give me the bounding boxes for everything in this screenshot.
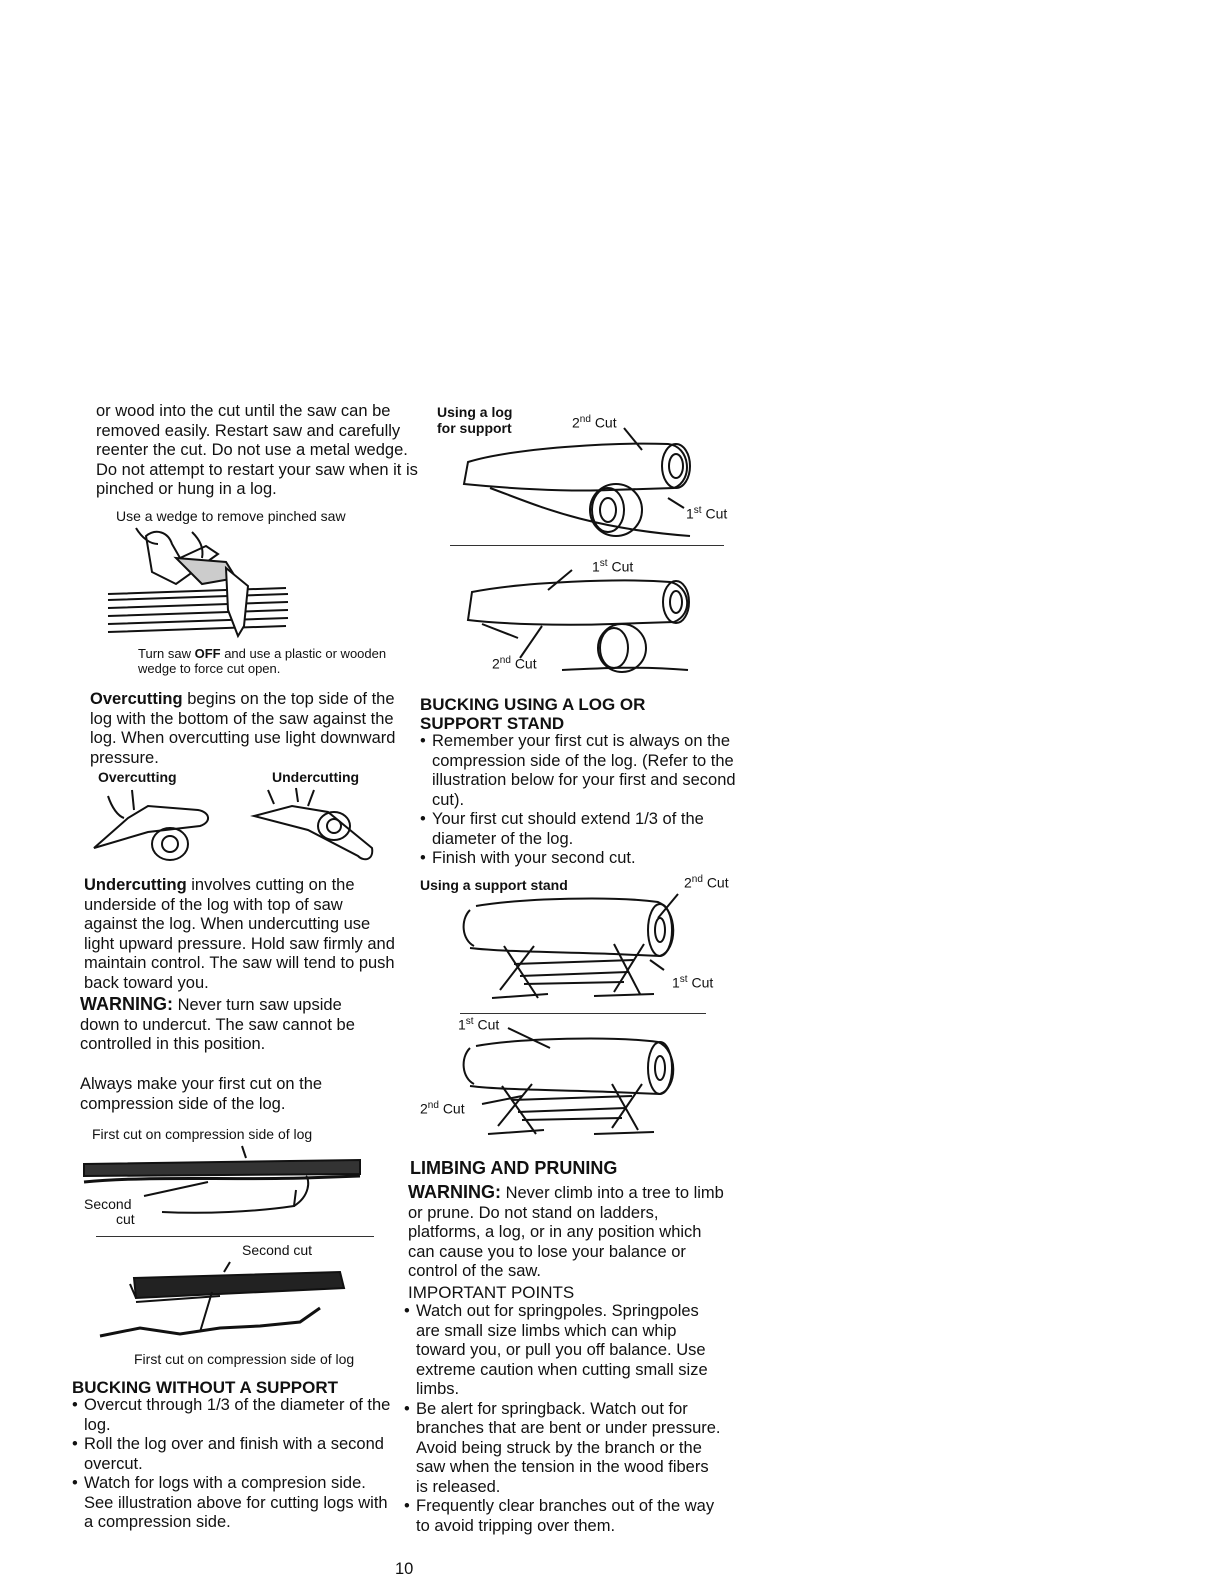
cut-word: Cut	[705, 505, 728, 522]
bucking-log-heading-1: BUCKING USING A LOG OR	[420, 695, 646, 714]
cut-word: Cut	[706, 874, 729, 891]
cut-word: Cut	[514, 655, 537, 672]
cut-number: 2	[492, 655, 500, 672]
cut-number: 1	[592, 558, 600, 575]
list-item: • Frequently clear branches out of the way to avoid tripping over them.	[404, 1497, 724, 1536]
fig1-second-label: Second	[84, 1196, 132, 1212]
fig-overcutting-label: Overcutting	[98, 769, 177, 785]
fig1-caption: First cut on compression side of log	[92, 1126, 313, 1142]
log-figure-2	[100, 1262, 360, 1346]
bucking-log-list	[420, 732, 738, 869]
cut-suffix: nd	[691, 874, 703, 885]
cut-suffix: st	[679, 974, 688, 985]
cut-word: Cut	[611, 558, 634, 575]
cut-word: Cut	[691, 974, 714, 991]
wedge-caption-off: OFF	[194, 646, 221, 661]
important-list	[404, 1302, 724, 1536]
cut-number: 1	[458, 1016, 466, 1033]
log-support-2nd-cut-bottom	[492, 655, 537, 672]
bucking-heading: BUCKING WITHOUT A SUPPORT	[72, 1378, 339, 1397]
important-heading: IMPORTANT POINTS	[408, 1283, 575, 1302]
cut-number: 1	[686, 505, 694, 522]
stand-1st-cut-top	[672, 974, 713, 991]
cut-number: 2	[684, 874, 692, 891]
stand-label: Using a support stand	[420, 877, 568, 893]
right-divider-2	[460, 1013, 706, 1014]
first-cut-paragraph: Always make your first cut on the compression side of the log.	[80, 1075, 323, 1113]
undercutting-term: Undercutting	[84, 876, 187, 894]
warning-label: WARNING:	[80, 994, 173, 1014]
undercutting-text: involves cutting on the underside of the log with top of saw against the log. When undercutting use light upward pressure. Hold saw firmly and maintain control. The saw will tend to push back toward you.	[84, 876, 395, 992]
overcutting-paragraph	[90, 690, 400, 768]
list-item: • Remember your first cut is always on the compression side of the log. (Refer to the illustration below for your first and second cut).	[420, 732, 738, 810]
cut-number: 2	[572, 414, 580, 431]
cut-suffix: nd	[579, 414, 591, 425]
bucking-list	[72, 1396, 392, 1533]
list-item: • Overcut through 1/3 of the diameter of the log.	[72, 1396, 392, 1435]
list-item: • Watch out for springpoles. Springpoles are small size limbs which can whip toward you, or pull you off balance. Use extreme caution when cutting small size limbs.	[404, 1302, 724, 1400]
overcutting-term: Overcutting	[90, 690, 183, 708]
cut-suffix: st	[599, 558, 608, 569]
limbing-warning	[408, 1183, 728, 1282]
stand-2nd-cut-top	[684, 874, 729, 891]
list-item: • Finish with your second cut.	[420, 849, 738, 869]
limbing-warning-text: Never climb into a tree to limb or prune. Do not stand on ladders, platforms, a log, or in any position which can cause you to lose your balance or control of the saw.	[408, 1184, 724, 1280]
list-item: • Watch for logs with a compresion side. See illustration above for cutting logs with a compression side.	[72, 1474, 392, 1533]
list-item: • Roll the log over and finish with a second overcut.	[72, 1435, 392, 1474]
overcutting-text: begins on the top side of the log with the bottom of the saw against the log. When overcutting use light downward pressure.	[90, 690, 396, 767]
cut-word: Cut	[594, 414, 617, 431]
fig2-second-cut-label: Second cut	[242, 1242, 313, 1258]
cut-suffix: st	[693, 505, 702, 516]
page-number: 10	[395, 1560, 414, 1578]
bucking-log-heading	[420, 695, 645, 733]
stand-2nd-cut-bottom	[420, 1100, 465, 1117]
cut-suffix: nd	[499, 655, 511, 666]
cut-number: 2	[420, 1100, 428, 1117]
stand-figure-1	[464, 890, 682, 1006]
limbing-warning-label: WARNING:	[408, 1182, 501, 1202]
cut-word: Cut	[477, 1016, 500, 1033]
left-divider	[96, 1236, 374, 1237]
overcutting-illustration	[88, 788, 216, 864]
right-divider-1	[450, 545, 724, 546]
undercutting-paragraph	[84, 876, 400, 993]
log-support-figure-1	[454, 428, 702, 540]
list-item: • Your first cut should extend 1/3 of the diameter of the log.	[420, 810, 738, 849]
fig-undercutting-label: Undercutting	[272, 769, 360, 785]
log-support-1st-cut-top	[686, 505, 727, 522]
wedge-illustration	[106, 528, 296, 646]
cut-number: 1	[672, 974, 680, 991]
wedge-figure-title: Use a wedge to remove pinched saw	[116, 508, 346, 524]
stand-figure-2	[462, 1026, 682, 1142]
cut-suffix: st	[465, 1016, 474, 1027]
wedge-caption	[138, 646, 400, 676]
log-support-label-2: for support	[437, 420, 512, 436]
wedge-caption-post: and use a plastic or wooden wedge to force cut open.	[138, 646, 387, 676]
undercutting-illustration	[248, 786, 378, 866]
cut-suffix: nd	[427, 1100, 439, 1111]
fig2-caption: First cut on compression side of log	[134, 1351, 355, 1367]
fig1-cut-label: cut	[116, 1211, 135, 1227]
bucking-log-heading-2: SUPPORT STAND	[420, 714, 565, 733]
wedge-caption-pre: Turn saw	[138, 646, 195, 661]
limbing-heading: LIMBING AND PRUNING	[410, 1158, 618, 1178]
intro-paragraph: or wood into the cut until the saw can be removed easily. Restart saw and carefully reenter the cut. Do not use a metal wedge. Do not attempt to restart your saw when it is pinched or hung in a log.	[96, 402, 418, 498]
list-item: • Be alert for springback. Watch out for branches that are bent or under pressure. Avoid being struck by the branch or the saw when the tension in the wood fibers is released.	[404, 1400, 724, 1498]
warning-text: Never turn saw upside down to undercut. The saw cannot be controlled in this position.	[80, 996, 355, 1053]
undercut-warning	[80, 995, 380, 1055]
log-support-label-1: Using a log	[437, 404, 513, 420]
cut-word: Cut	[442, 1100, 465, 1117]
